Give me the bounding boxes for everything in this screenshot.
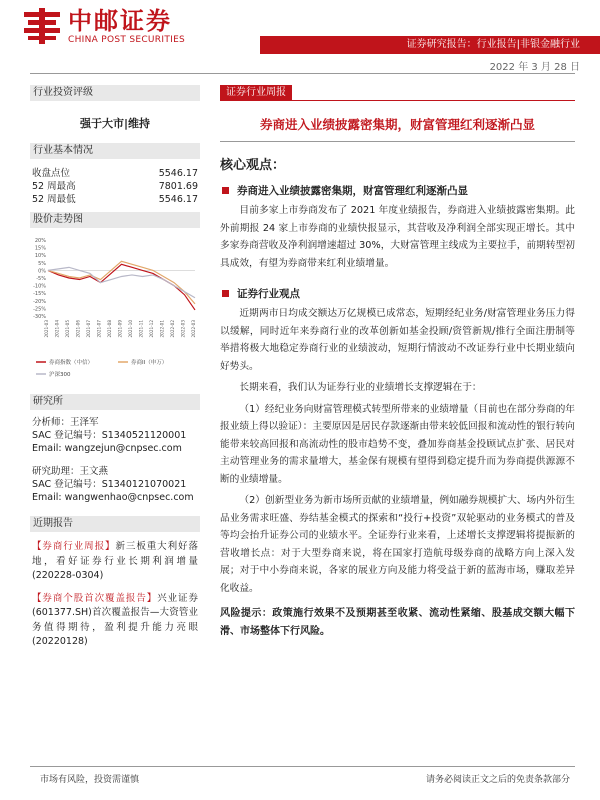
- y-tick-label: -25%: [33, 306, 46, 313]
- recent-reports-section-head: 近期报告: [30, 516, 200, 532]
- logo-en: CHINA POST SECURITIES: [68, 35, 186, 45]
- bullet-heading-text: 券商进入业绩披露密集期，财富管理红利逐渐凸显: [237, 185, 468, 197]
- x-tick-label: 2021-07: [96, 320, 102, 338]
- legend-label: 券商II（申万）: [131, 360, 168, 366]
- footer-disclaimer-left: 市场有风险，投资需谨慎: [40, 775, 140, 785]
- analyst-name: 研究助理：王文燕: [32, 466, 109, 477]
- x-tick-label: 2022-03: [180, 320, 186, 338]
- recent-report-tag: 【券商个股首次覆盖报告】: [32, 592, 158, 604]
- basic-info-value: 5546.17: [158, 168, 198, 179]
- x-tick-label: 2021-12: [149, 320, 154, 338]
- bullet-square-icon: [222, 187, 229, 194]
- basic-info-row: [30, 193, 200, 206]
- x-tick-label: 2022-03: [191, 320, 196, 338]
- x-tick-label: 2022-01: [159, 320, 165, 338]
- trend-section-head: 股价走势图: [30, 212, 200, 228]
- legend-label: 沪深300: [49, 372, 71, 378]
- x-tick-label: 2021-07: [86, 320, 91, 338]
- x-tick-label: 2021-09: [117, 320, 123, 338]
- divider: [30, 766, 575, 767]
- y-tick-label: -30%: [33, 314, 46, 320]
- y-tick-label: 15%: [34, 245, 46, 252]
- divider: [220, 141, 575, 142]
- price-trend-chart: [30, 234, 200, 384]
- y-tick-label: -15%: [33, 291, 46, 298]
- basic-info-value: 5546.17: [158, 194, 198, 205]
- bullet-heading: [220, 286, 575, 301]
- basic-info-row: [30, 180, 200, 193]
- report-type-band: 证券研究报告：行业报告|非银金融行业: [260, 36, 600, 54]
- bullet-heading: [220, 183, 575, 198]
- footer-disclaimer-right: 请务必阅读正文之后的免责条款部分: [425, 775, 570, 785]
- paragraph: 近期两市日均成交额达万亿规模已成常态，短期经纪业务/财富管理业务压力得以缓解，同时近年来券商行业的改革创新如基金投顾/资管新规/推行全面注册制等举措将极大地稳定券商行业的业绩波动，短期行情波动不改证券行业中长期业绩向好势头。: [220, 308, 575, 372]
- recent-report-tag: 【券商行业周报】: [32, 541, 116, 552]
- logo-cn: 中邮证券: [68, 7, 172, 35]
- paragraph: 目前多家上市券商发布了 2021 年度业绩报告，券商进入业绩披露密集期。此外前期报 24 家上市券商的业绩快报显示，其营收及净利润全部实现正增长。其中多家券商营收及净利润增速超过 30%，大财富管理主线成为主要拉手，前期转型初具成效，有望为券商带来红利业绩增量。: [220, 205, 575, 269]
- y-tick-label: 20%: [34, 238, 46, 244]
- basic-info-key: 收盘点位: [32, 168, 71, 179]
- recent-report-text: 兴业证券(601377.SH)首次覆盖报告—大资管业务值得期待，盈利提升能力亮眼(20220128): [32, 592, 198, 647]
- main-content: [220, 85, 575, 641]
- china-post-logo-icon: [22, 6, 62, 46]
- basic-info-key: 52 周最低: [32, 194, 76, 205]
- analyst-sac-number: SAC 登记编号：S1340521120001: [32, 430, 187, 441]
- y-tick-label: -10%: [33, 283, 46, 290]
- rating-section-head: 行业投资评级: [30, 85, 200, 101]
- y-tick-label: 10%: [34, 253, 46, 260]
- recent-report-item[interactable]: [30, 592, 200, 650]
- basic-info-value: 7801.69: [158, 181, 198, 192]
- x-tick-label: 2021-03: [44, 320, 49, 338]
- page-header: [0, 0, 600, 73]
- y-tick-label: -20%: [33, 298, 46, 305]
- y-tick-label: 5%: [38, 260, 46, 267]
- report-title: 券商进入业绩披露密集期，财富管理红利逐渐凸显: [259, 117, 535, 132]
- bullet-square-icon: [222, 290, 229, 297]
- bullet-heading-text: 证券行业观点: [237, 288, 300, 300]
- x-tick-label: 2021-05: [65, 320, 70, 338]
- analyst-sac-number: SAC 登记编号：S1340121070021: [32, 479, 187, 490]
- x-tick-label: 2021-10: [128, 320, 133, 338]
- analyst-email[interactable]: Email: wangwenhao@cnpsec.com: [32, 492, 194, 503]
- industry-rating: 强于大市|维持: [79, 117, 151, 130]
- paragraph: 长期来看，我们认为证券行业的业绩增长支撑逻辑在于：: [239, 382, 482, 393]
- y-tick-label: -5%: [36, 276, 46, 282]
- logo: [22, 6, 185, 46]
- basic-info-key: 52 周最高: [32, 181, 76, 192]
- x-tick-label: 2021-04: [54, 320, 60, 338]
- recent-report-text: 新三板重大利好落地，看好证券行业长期利润增量(220228-0304): [32, 541, 198, 581]
- series-line-0: [48, 264, 195, 310]
- legend-label: 券商指数（中信）: [49, 360, 94, 366]
- x-tick-label: 2021-11: [138, 320, 144, 338]
- sidebar: [30, 85, 200, 658]
- analyst-email[interactable]: Email: wangzejun@cnpsec.com: [32, 443, 182, 454]
- x-tick-label: 2021-06: [75, 320, 81, 338]
- basic-info-row: [30, 167, 200, 180]
- x-tick-label: 2022-02: [170, 320, 175, 338]
- research-section-head: 研究所: [30, 394, 200, 410]
- paragraph: （2）创新型业务为新市场所贡献的业绩增量，例如融券规模扩大、场内外衍生品业务需求旺盛、券结基金模式的探索和“投行+投资”双轮驱动的业务模式的普及等均会抬升证券公司的业绩水平。全证券行业来看，上述增长支撑逻辑将提振新的营收增长点：对于大型券商来说，将在国家打造航母级券商的战略方向上深入发展；对于中小券商来说，各家的展业方向及能力将受益于新的蓝海市场，赚取差异化收益。: [220, 495, 575, 594]
- paragraph: （1）经纪业务向财富管理模式转型所带来的业绩增量（目前也在部分券商的年报业绩上得以验证）：主要原因是居民存款逐渐由带来较低回报和流动性的银行转向能带来较高回报和高流动性的股市趋势不变，叠加券商基金投顾试点扩张、居民对主动管理业务的需求量增大，基金保有规模有望得到稳定提升而为券商提供源源不断的业绩增量。: [220, 403, 575, 485]
- divider: [30, 73, 575, 74]
- core-views-heading: 核心观点：: [220, 158, 286, 173]
- report-category-tag: 证券行业周报: [220, 85, 292, 101]
- analyst-name: 分析师：王泽军: [32, 417, 99, 428]
- basic-info-section-head: 行业基本情况: [30, 143, 200, 159]
- recent-report-item[interactable]: [30, 540, 200, 584]
- divider: [220, 100, 575, 101]
- risk-warning: 风险提示：政策施行效果不及预期甚至收紧、流动性紧缩、股基成交额大幅下滑、市场整体下行风险。: [220, 608, 575, 637]
- y-tick-label: 0%: [38, 268, 46, 275]
- x-tick-label: 2021-08: [107, 320, 112, 338]
- report-date: 2022 年 3 月 28 日: [489, 62, 580, 73]
